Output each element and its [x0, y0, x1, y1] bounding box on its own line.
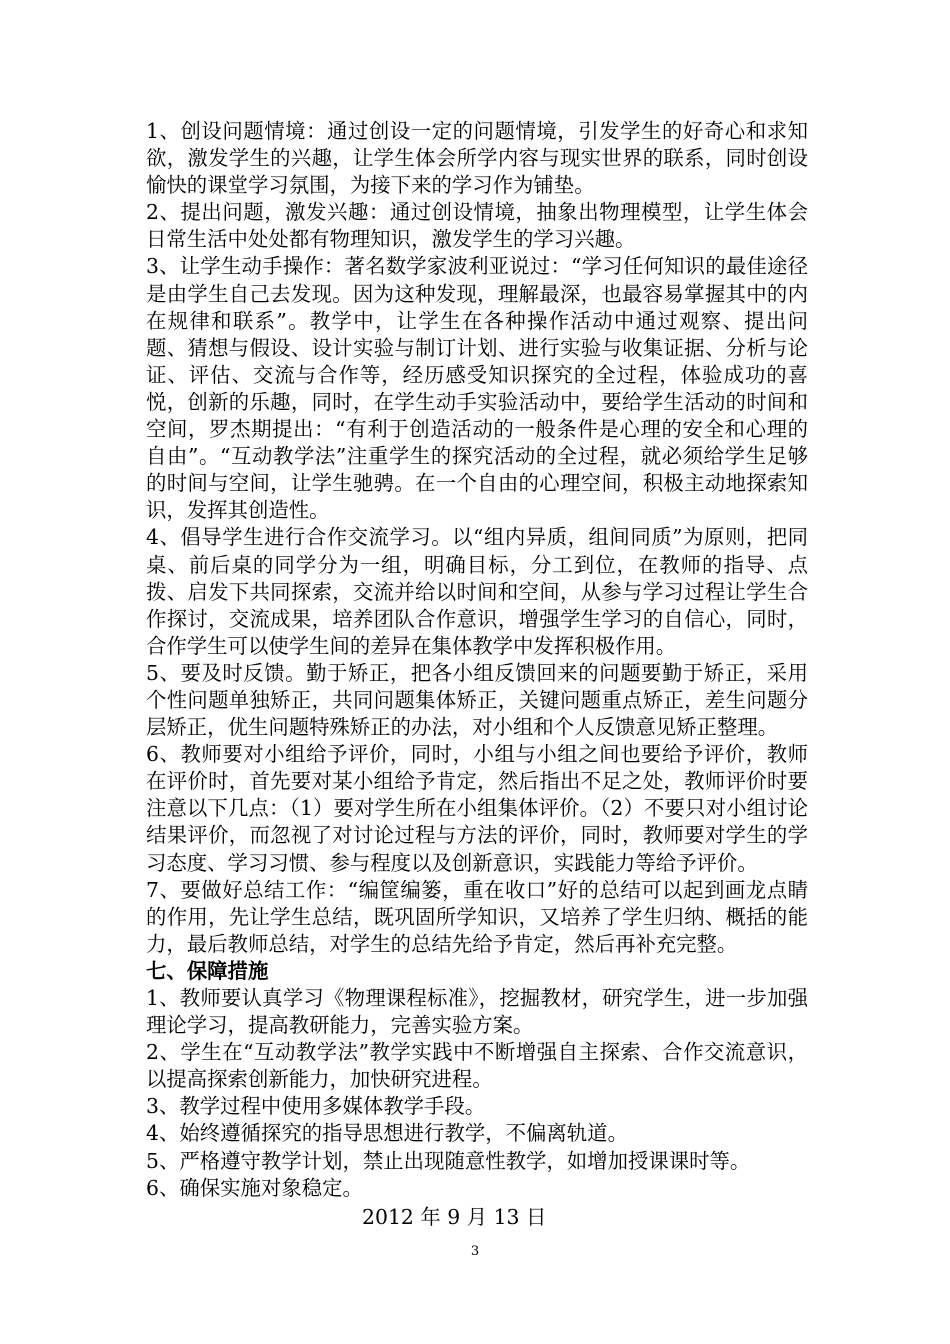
paragraph-creating-situation: 1、创设问题情境：通过创设一定的问题情境，引发学生的好奇心和求知欲，激发学生的兴趣，让学生体会所学内容与现实世界的联系，同时创设愉快的课堂学习氛围，为接下来的学习作为铺垫。: [146, 119, 808, 198]
document-date: 2012 年 9 月 13 日: [362, 1204, 547, 1229]
measure-item-1: 1、教师要认真学习《物理课程标准》，挖掘教材，研究学生，进一步加强理论学习，提高教研能力，完善实验方案。: [146, 986, 808, 1038]
paragraph-group-evaluation: 6、教师要对小组给予评价，同时，小组与小组之间也要给予评价，教师在评价时，首先要对某小组给予肯定，然后指出不足之处，教师评价时要注意以下几点：（1）要对学生所在小组集体评价。（2）不要只对小组讨论结果评价，而忽视了对讨论过程与方法的评价，同时，教师要对学生的学习态度、学习习惯、参与程度以及创新意识，实践能力等给予评价。: [146, 742, 808, 875]
measure-item-6: 6、确保实施对象稳定。: [146, 1175, 363, 1200]
paragraph-raising-questions: 2、提出问题，激发兴趣：通过创设情境，抽象出物理模型，让学生体会日常生活中处处都有物理知识，激发学生的学习兴趣。: [146, 200, 808, 252]
paragraph-timely-feedback: 5、要及时反馈。勤于矫正，把各小组反馈回来的问题要勤于矫正，采用个性问题单独矫正，共同问题集体矫正，关键问题重点矫正，差生问题分层矫正，优生问题特殊矫正的办法，对小组和个人反馈意见矫正整理。: [146, 660, 808, 740]
measure-item-2: 2、学生在“互动教学法”教学实践中不断增强自主探索、合作交流意识，以提高探索创新能力，加快研究进程。: [146, 1040, 808, 1092]
measure-item-5: 5、严格遵守教学计划，禁止出现随意性教学，如增加授课课时等。: [146, 1148, 751, 1173]
measure-item-3: 3、教学过程中使用多媒体教学手段。: [146, 1094, 486, 1119]
page-number: 3: [470, 1244, 480, 1259]
measure-item-4: 4、始终遵循探究的指导思想进行教学，不偏离轨道。: [146, 1121, 628, 1146]
section-heading: 七、保障措施: [146, 958, 269, 983]
paragraph-summary-work: 7、要做好总结工作：“编筐编篓，重在收口”好的总结可以起到画龙点睛的作用，先让学生总结，既巩固所学知识，又培养了学生归纳、概括的能力，最后教师总结，对学生的总结先给予肯定，然后再补充完整。: [146, 877, 808, 956]
paragraph-hands-on: 3、让学生动手操作：著名数学家波利亚说过：“学习任何知识的最佳途径是由学生自己去发现。因为这种发现，理解最深，也最容易掌握其中的内在规律和联系”。教学中，让学生在各种操作活动中通过观察、提出问题、猜想与假设、设计实验与制订计划、进行实验与收集证据、分析与论证、评估、交流与合作等，经历感受知识探究的全过程，体验成功的喜悦，创新的乐趣，同时，在学生动手实验活动中，要给学生活动的时间和空间，罗杰期提出：“有利于创造活动的一般条件是心理的安全和心理的自由”。“互动教学法”注重学生的探究活动的全过程，就必须给学生足够的时间与空间，让学生驰骋。在一个自由的心理空间，积极主动地探索知识，发挥其创造性。: [146, 254, 808, 523]
document-body: [146, 118, 808, 1231]
paragraph-cooperative-learning: 4、倡导学生进行合作交流学习。以“组内异质，组间同质”为原则，把同桌、前后桌的同学分为一组，明确目标，分工到位，在教师的指导、点拨、启发下共同探索，交流并给以时间和空间，从参与学习过程让学生合作探讨，交流成果，培养团队合作意识，增强学生学习的自信心，同时，合作学生可以使学生间的差异在集体教学中发挥积极作用。: [146, 525, 808, 658]
